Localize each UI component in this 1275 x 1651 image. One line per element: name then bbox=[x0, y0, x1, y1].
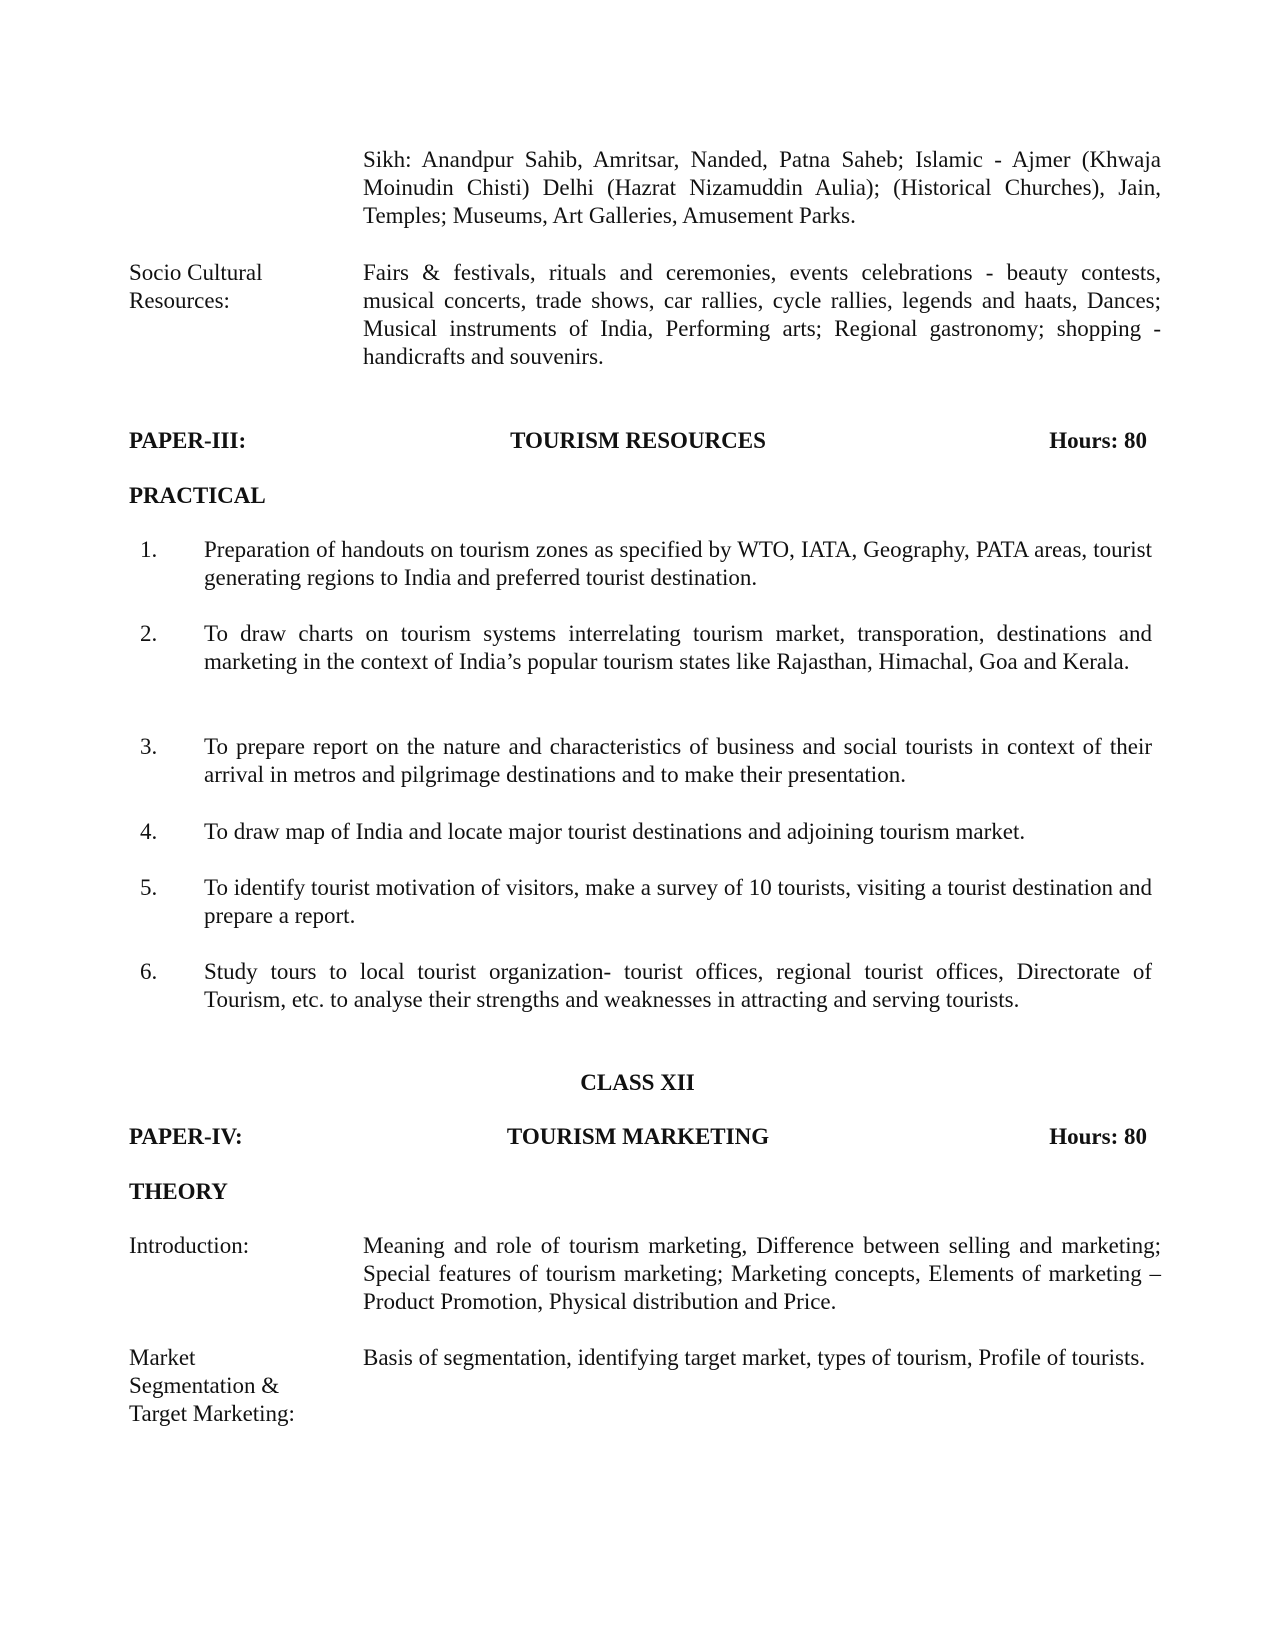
religious-resources-block bbox=[129, 146, 1161, 230]
market-segmentation-text: Basis of segmentation, identifying target market, types of tourism, Profile of tourists. bbox=[363, 1345, 1146, 1370]
list-item-text: To identify tourist motivation of visitors, make a survey of 10 tourists, visiting a tourist destination and prepare a report. bbox=[204, 875, 1152, 928]
religious-resources-text: Sikh: Anandpur Sahib, Amritsar, Nanded, Patna Saheb; Islamic - Ajmer (Khwaja Moinudin Chisti) Delhi (Hazrat Nizamuddin Aulia); (Historical Churches), Jain, Temples; Museums, Art Galleries, Amusement Parks. bbox=[363, 147, 1161, 228]
list-item-text: Preparation of handouts on tourism zones as specified by WTO, IATA, Geography, PATA areas, tourist generating regions to India and preferred tourist destination. bbox=[204, 537, 1152, 590]
empty-label bbox=[129, 146, 363, 230]
paper-iv-label: PAPER-IV: bbox=[129, 1124, 243, 1149]
list-item-text: To draw map of India and locate major tourist destinations and adjoining tourism market. bbox=[204, 819, 1026, 844]
list-item-number: 6. bbox=[140, 959, 158, 984]
list-item-number: 3. bbox=[140, 734, 158, 759]
paper-iii-title: TOURISM RESOURCES bbox=[510, 428, 766, 453]
list-item bbox=[140, 733, 1152, 789]
list-item-text: To prepare report on the nature and characteristics of business and social tourists in context of their arrival in metros and pilgrimage destinations and to make their presentation. bbox=[204, 734, 1152, 787]
list-item bbox=[140, 958, 1152, 1014]
list-item bbox=[140, 874, 1152, 930]
market-segmentation-label bbox=[129, 1344, 363, 1428]
list-item-number: 5. bbox=[140, 875, 158, 900]
list-item-number: 1. bbox=[140, 537, 158, 562]
list-item bbox=[140, 536, 1152, 592]
list-item-text: Study tours to local tourist organization- tourist offices, regional tourist offices, Directorate of Tourism, etc. to analyse their strengths and weaknesses in attracting and serving tourists. bbox=[204, 959, 1152, 1012]
socio-cultural-label-line1: Socio Cultural bbox=[129, 260, 263, 285]
market-segmentation-label-line1: Market bbox=[129, 1345, 196, 1370]
socio-cultural-text: Fairs & festivals, rituals and ceremonies, events celebrations - beauty contests, musical concerts, trade shows, car rallies, cycle rallies, legends and haats, Dances; Musical instruments of India, Performing arts; Regional gastronomy; shopping - handicrafts and souvenirs. bbox=[363, 260, 1161, 369]
paper-iii-label: PAPER-III: bbox=[129, 428, 247, 453]
paper-iv-title: TOURISM MARKETING bbox=[506, 1124, 770, 1149]
paper-iii-hours: Hours: 80 bbox=[1049, 428, 1147, 453]
class-title: CLASS XII bbox=[580, 1070, 695, 1095]
paper-iv-heading bbox=[129, 1123, 1147, 1151]
paper-iii-heading bbox=[129, 427, 1147, 455]
socio-cultural-label-line2: Resources: bbox=[129, 288, 230, 313]
theory-heading: THEORY bbox=[129, 1179, 228, 1204]
list-item-text: To draw charts on tourism systems interrelating tourism market, transporation, destinations and marketing in the context of India’s popular tourism states like Rajasthan, Himachal, Goa and Kerala. bbox=[204, 621, 1152, 674]
socio-cultural-label bbox=[129, 259, 363, 371]
introduction-text: Meaning and role of tourism marketing, Difference between selling and marketing; Special features of tourism marketing; Marketing concepts, Elements of marketing – Product Promotion, Physical distribution and Price. bbox=[363, 1233, 1161, 1314]
list-item bbox=[140, 818, 1152, 846]
market-segmentation-block bbox=[129, 1344, 1161, 1428]
market-segmentation-label-line2: Segmentation & bbox=[129, 1373, 280, 1398]
paper-iv-hours: Hours: 80 bbox=[1049, 1124, 1147, 1149]
list-item-number: 4. bbox=[140, 819, 158, 844]
list-item-number: 2. bbox=[140, 621, 158, 646]
market-segmentation-label-line3: Target Marketing: bbox=[129, 1401, 295, 1426]
socio-cultural-block bbox=[129, 259, 1161, 371]
practical-heading: PRACTICAL bbox=[129, 483, 266, 508]
introduction-block bbox=[129, 1232, 1161, 1316]
list-item bbox=[140, 620, 1152, 676]
introduction-label: Introduction: bbox=[129, 1233, 250, 1258]
